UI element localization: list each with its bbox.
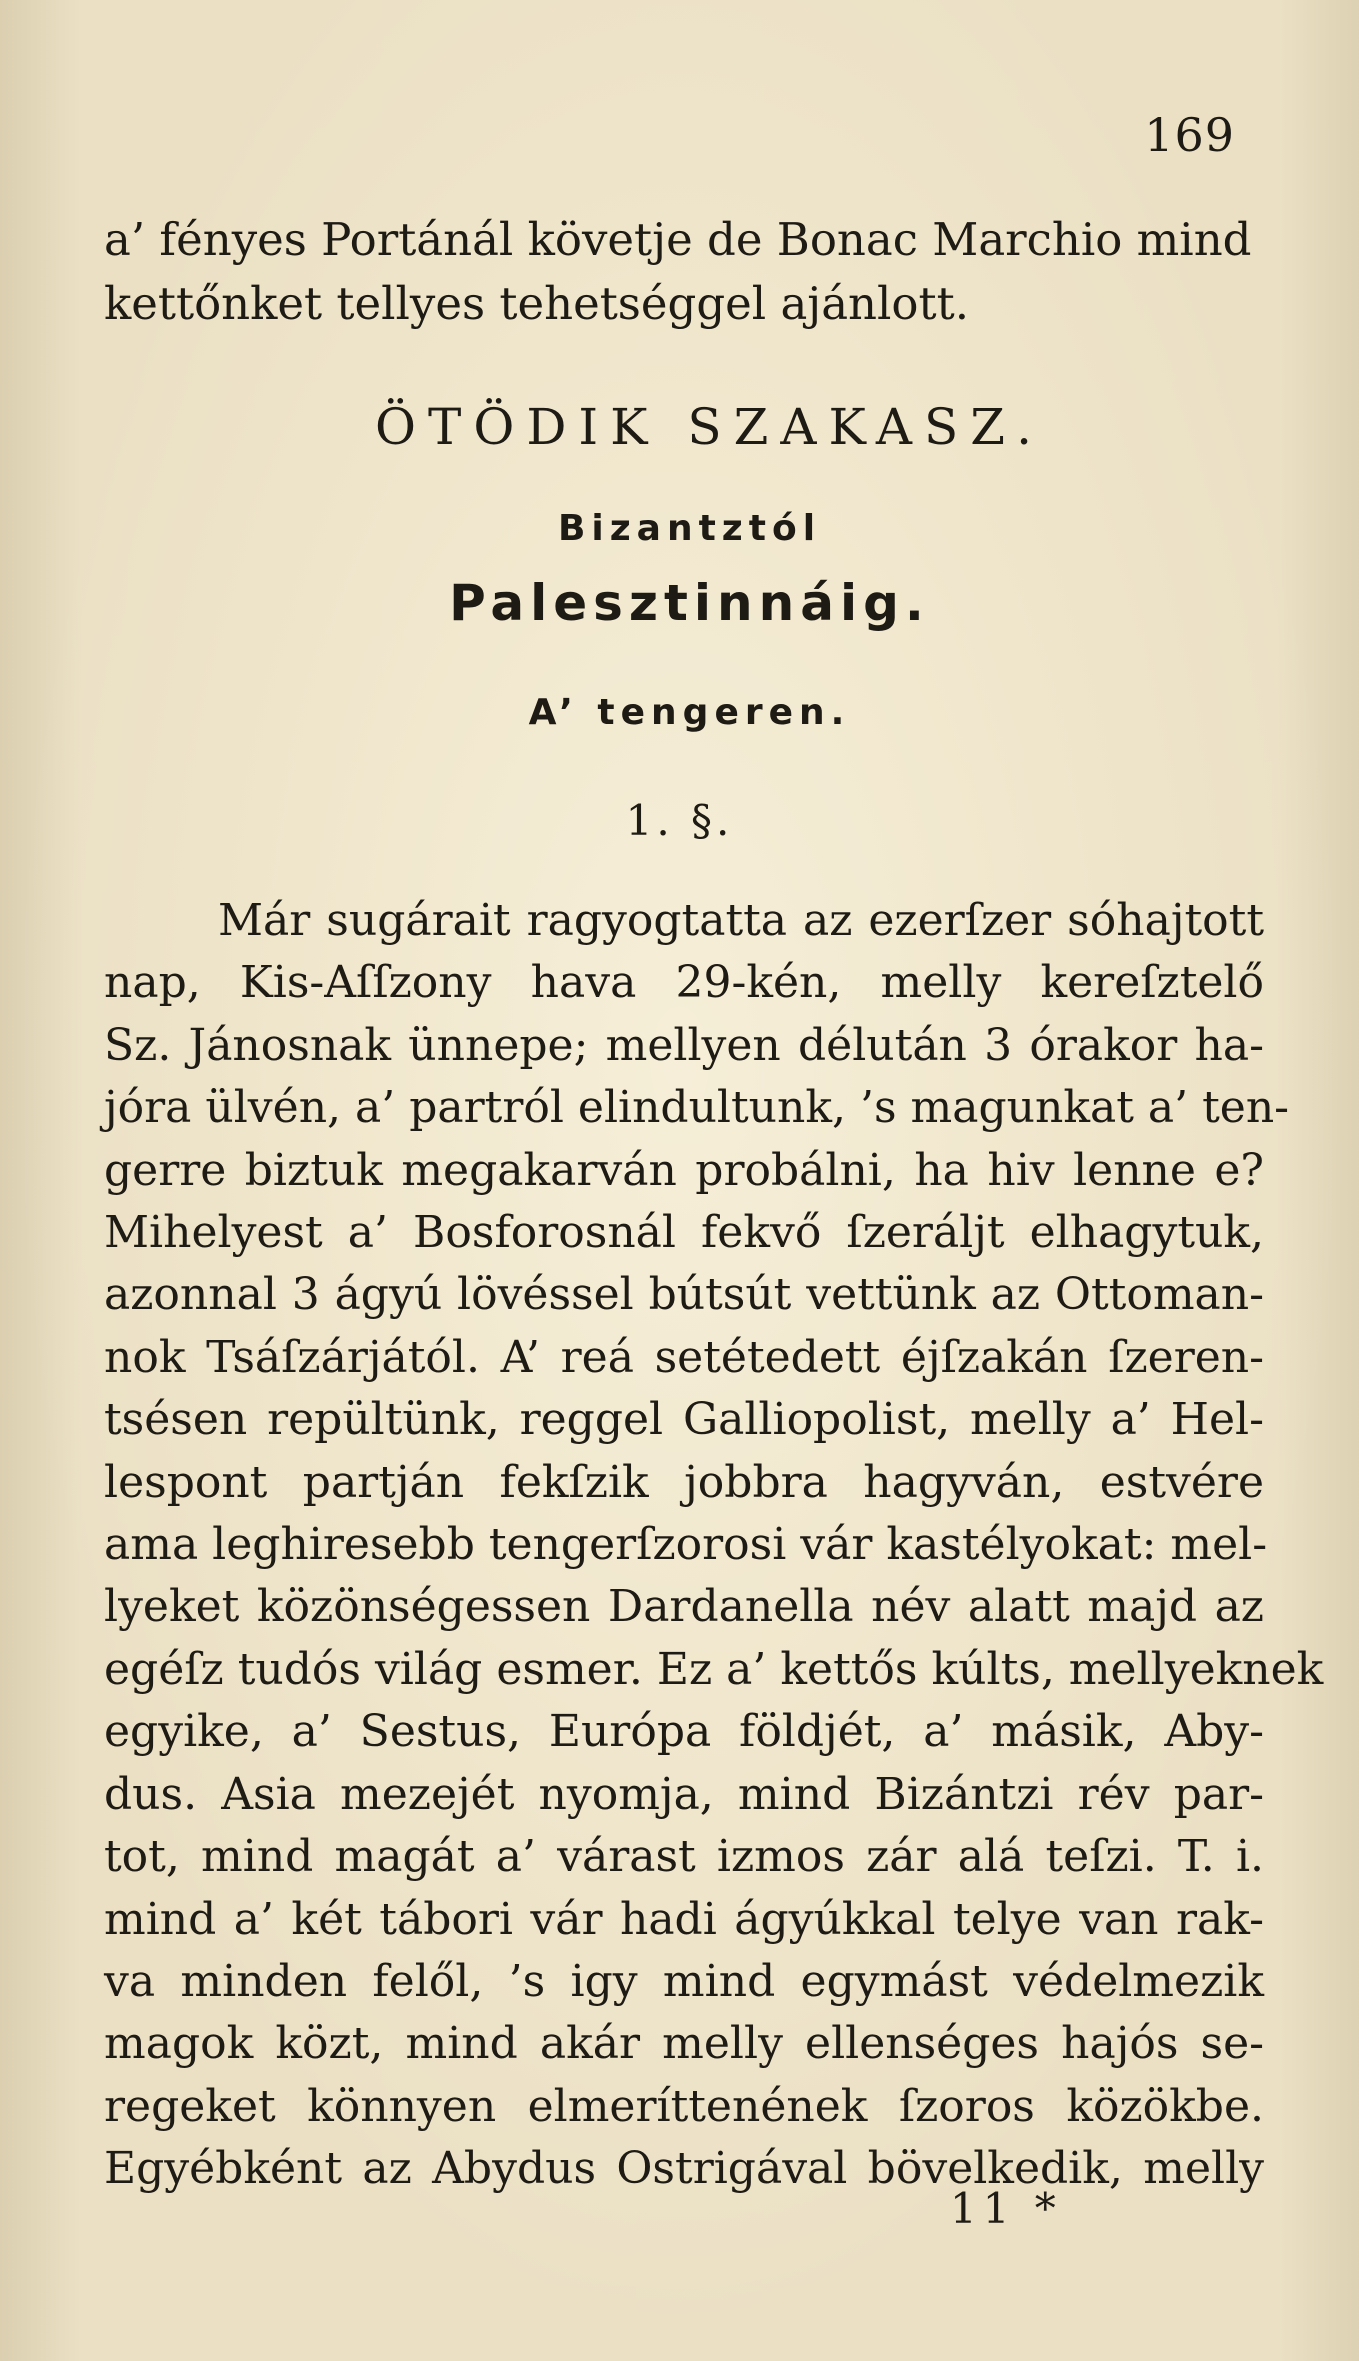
- text-line: kettőnket tellyes tehetséggel ajánlott.: [104, 277, 969, 330]
- text-line: regeket könnyen elmeríttenének ſzoros közökbe.: [104, 2080, 1264, 2132]
- text-line: egyike, a’ Sestus, Európa földjét, a’ másik, Aby-: [104, 1706, 1264, 1758]
- text-line: a’ fényes Portánál követje de Bonac Marchio mind: [104, 213, 1252, 266]
- text-line: ama leghiresebb tengerſzorosi vár kastélyokat: mel-: [104, 1519, 1268, 1571]
- text-line: gerre biztuk megakarván probálni, ha hiv lenne e?: [104, 1144, 1264, 1196]
- text-line: mind a’ két tábori vár hadi ágyúkkal telye van rak-: [104, 1893, 1264, 1945]
- text-line: Már sugárait ragyogtatta az ezerſzer sóhajtott: [218, 895, 1264, 946]
- text-line: lyeket közönségessen Dardanella név alatt majd az: [104, 1581, 1264, 1633]
- text-line: tsésen repültünk, reggel Galliopolist, melly a’ Hel-: [104, 1394, 1264, 1446]
- text-line: dus. Asia mezejét nyomja, mind Bizántzi rév par-: [104, 1768, 1264, 1820]
- text-line: nap, Kis-Aſſzony hava 29-kén, melly kereſztelő: [104, 957, 1264, 1009]
- signature-mark: 11 *: [950, 2184, 1062, 2233]
- page-number: 169: [1144, 108, 1235, 162]
- section-number: 1. §.: [625, 796, 734, 845]
- section-subheading: A’ tengeren.: [528, 692, 851, 733]
- text-line: egéſz tudós világ esmer. Ez a’ kettős kúlts, mellyeknek: [104, 1643, 1324, 1695]
- text-line: Sz. Jánosnak ünnepe; mellyen délután 3 órakor ha-: [104, 1019, 1264, 1071]
- text-line: lespont partján fekſzik jobbra hagyván, estvére: [104, 1456, 1264, 1508]
- chapter-heading: ÖTÖDIK SZAKASZ.: [375, 398, 1044, 456]
- text-line: tot, mind magát a’ várast izmos zár alá teſzi. T. i.: [104, 1831, 1264, 1883]
- text-line: Egyébként az Abydus Ostrigával bövelkedik, melly: [104, 2143, 1264, 2195]
- text-line: va minden felől, ’s igy mind egymást védelmezik: [104, 1955, 1264, 2007]
- continuation-paragraph: [104, 208, 1264, 336]
- text-line: azonnal 3 ágyú lövéssel bútsút vettünk az Ottoman-: [104, 1269, 1264, 1321]
- text-line: magok közt, mind akár melly ellenséges hajós se-: [104, 2018, 1264, 2070]
- text-line: Mihelyest a’ Bosforosnál fekvő ſzeráljt elhagytuk,: [104, 1207, 1264, 1259]
- text-line: jóra ülvén, a’ partról elindultunk, ’s magunkat a’ ten-: [104, 1082, 1290, 1134]
- body-paragraph: [104, 890, 1324, 2201]
- route-from-heading: Bizantztól: [557, 508, 822, 549]
- text-line: nok Tsáſzárjától. A’ reá setétedett éjſzakán ſzeren-: [104, 1331, 1264, 1383]
- route-to-heading: Palesztinnáig.: [449, 574, 930, 632]
